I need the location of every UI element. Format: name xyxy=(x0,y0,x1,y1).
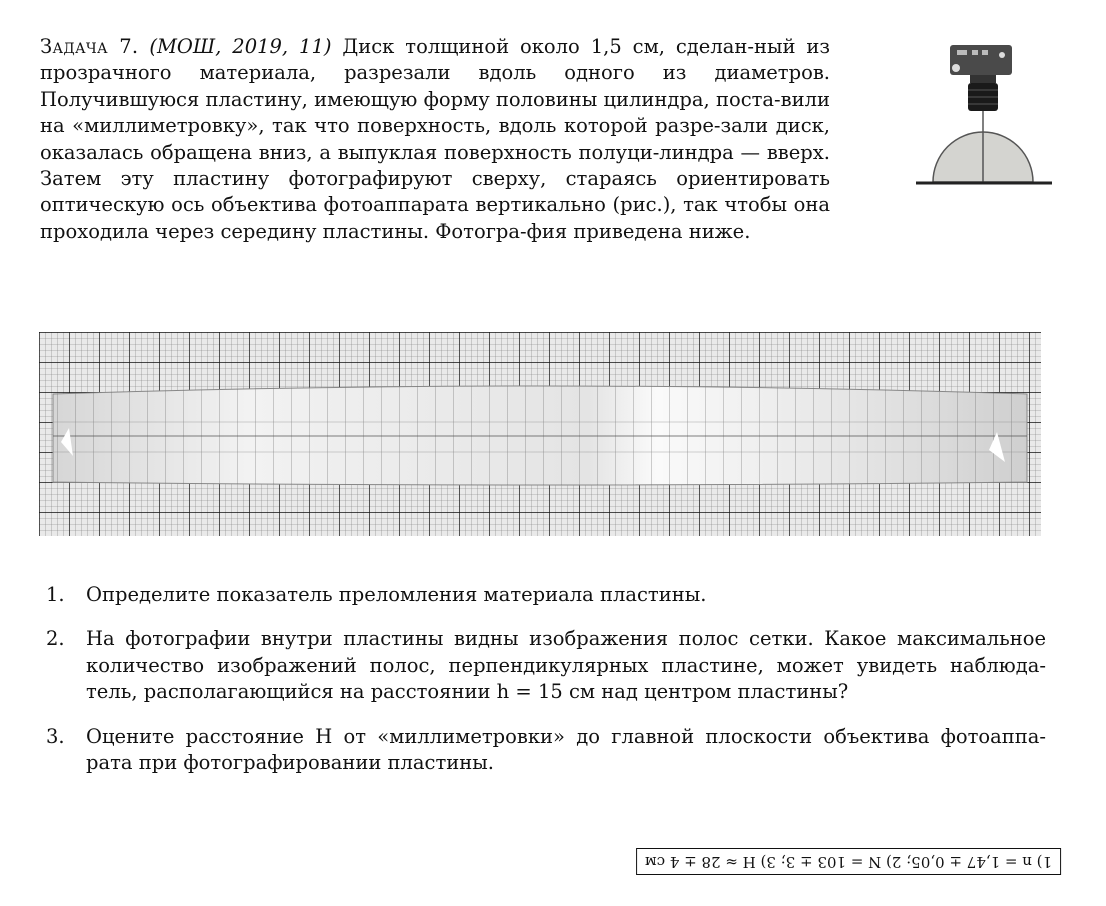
question-item xyxy=(46,582,1046,608)
question-item xyxy=(46,724,1046,777)
camera-over-half-cylinder-figure xyxy=(910,40,1060,190)
question-text: Оцените расстояние H от «миллиметровки» до главной плоскости объектива фотоаппа-рата при фотографировании пластины. xyxy=(86,724,1046,775)
problem-statement xyxy=(40,34,830,245)
question-number: 1. xyxy=(46,583,65,606)
question-list xyxy=(46,582,1046,794)
question-number: 2. xyxy=(46,627,65,651)
question-item xyxy=(46,626,1046,705)
problem-label: Задача 7. xyxy=(40,35,139,58)
plate-photograph xyxy=(39,332,1041,536)
problem-intro-text: Диск толщиной около 1,5 см, сделан-ный из прозрачного материала, разрезали вдоль одного из диаметров. Получившуюся пластину, имеющую форму половины цилиндра, поста-вили на «миллиметровку», так что поверхность, вдоль которой разре-зали диск, оказалась обращена вниз, а выпуклая поверхность полуци-линдра — вверх. Затем эту пластину фотографируют сверху, стараясь ориентировать оптическую ось объектива фотоаппарата вертикально (рис.), так чтобы она проходила через середину пластины. Фотогра-фия приведена ниже. xyxy=(40,35,831,243)
question-text: На фотографии внутри пластины видны изображения полос сетки. Какое максимальное количество изображений полос, перпендикулярных пластине, может увидеть наблюда-тель, располагающийся на расстоянии h = 15 см над центром пластины? xyxy=(86,627,1046,704)
question-number: 3. xyxy=(46,724,65,748)
camera-icon xyxy=(950,45,1012,111)
problem-source: (МОШ, 2019, 11) xyxy=(149,35,332,58)
question-text: Определите показатель преломления материала пластины. xyxy=(86,583,707,606)
inverted-answer-box: 1) n = 1,47 ± 0,05; 2) N = 103 ± 3; 3) H ≈ 28 ± 4 см xyxy=(636,848,1061,875)
